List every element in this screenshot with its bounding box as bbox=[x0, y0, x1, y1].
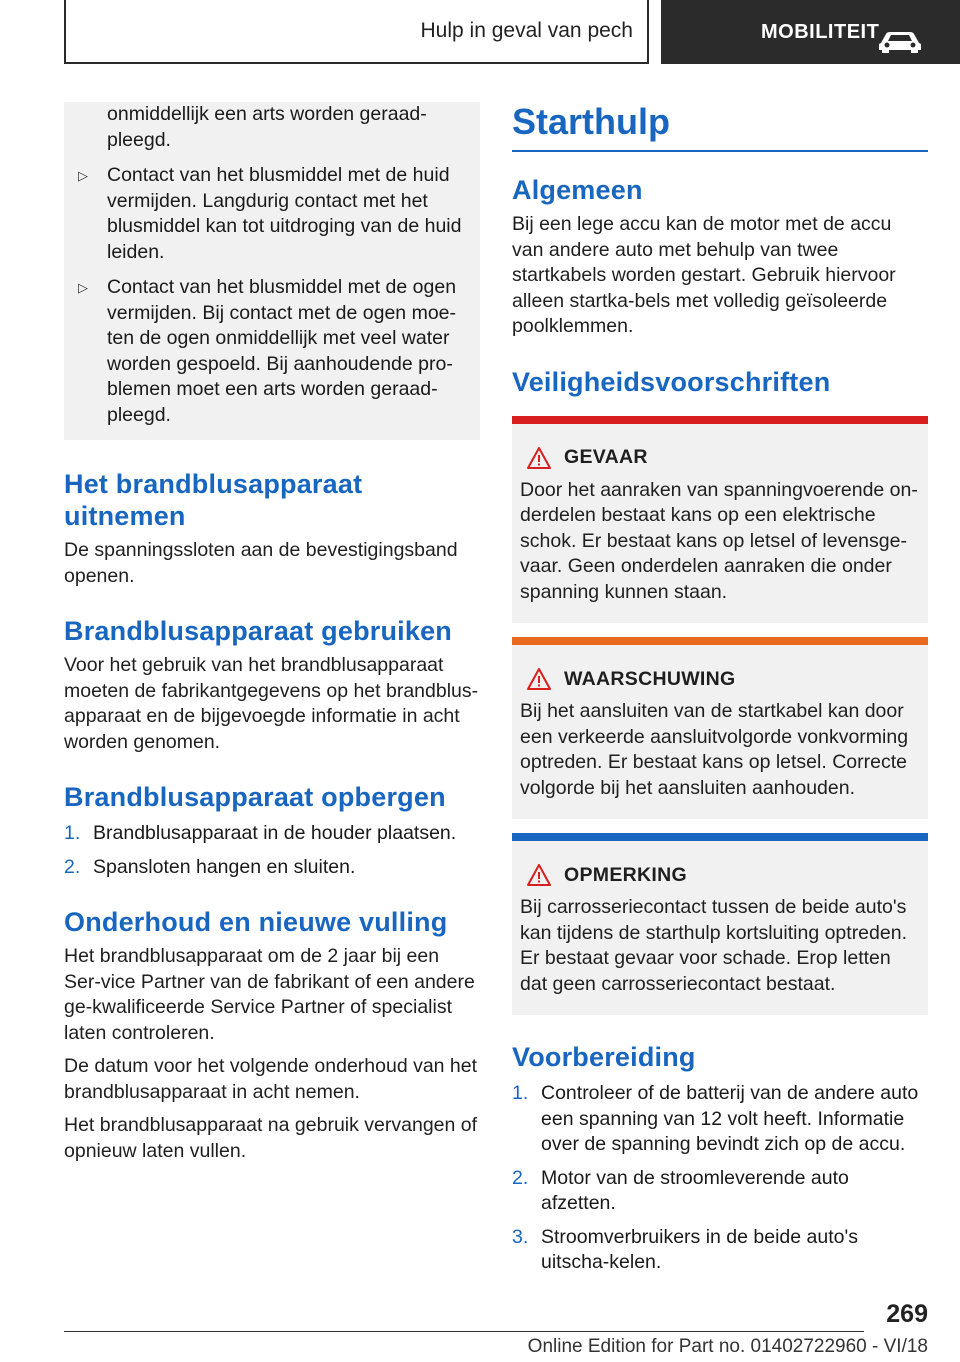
page-title: Starthulp bbox=[512, 101, 670, 142]
danger-box bbox=[512, 416, 928, 624]
paragraph: Het brandblusapparaat om de 2 jaar bij een Ser-vice Partner van de fabrikant of een andere ge-kwalificeerde Service Partner of specialist laten controleren. bbox=[64, 945, 475, 1044]
heading-safety: Veiligheidsvoorschriften bbox=[512, 366, 831, 397]
step-text: Controleer of de batterij van de andere auto een spanning van 12 volt heeft. Informatie over de spanning bevindt zich op de accu. bbox=[541, 1082, 919, 1155]
title-divider bbox=[512, 150, 928, 152]
warning-triangle-icon bbox=[526, 446, 552, 470]
step-number: 2. bbox=[512, 1166, 529, 1189]
box-item bbox=[78, 275, 466, 428]
chapter-title: Hulp in geval van pech bbox=[420, 19, 633, 42]
extinguisher-warning-box bbox=[64, 102, 480, 440]
chapter-tab bbox=[64, 0, 649, 64]
paragraph: Het brandblusapparaat na gebruik vervangen of opnieuw laten vullen. bbox=[64, 1114, 478, 1162]
left-column bbox=[64, 102, 480, 1164]
heading-general: Algemeen bbox=[512, 175, 643, 205]
heading-remove-extinguisher: Het brandblusapparaat uitnemen bbox=[64, 469, 363, 531]
right-column bbox=[512, 102, 928, 1276]
heading-store-extinguisher: Brandblusapparaat opbergen bbox=[64, 782, 446, 812]
heading-preparation: Voorbereiding bbox=[512, 1042, 696, 1072]
step-text: Brandblusapparaat in de houder plaatsen. bbox=[93, 822, 457, 844]
heading-use-extinguisher: Brandblusapparaat gebruiken bbox=[64, 616, 452, 646]
list-item bbox=[512, 1225, 928, 1276]
box-item-text: Contact van het blusmiddel met de ogen vermijden. Bij contact met de ogen moe-ten de ogen onmiddellijk met veel water worden gespoeld. Bij aanhoudende pro-blemen moet een arts worden geraad-pleegd. bbox=[107, 276, 457, 426]
note-title: OPMERKING bbox=[564, 863, 687, 886]
paragraph: De datum voor het volgende onderhoud van het brandblusapparaat in acht nemen. bbox=[64, 1055, 478, 1103]
list-item bbox=[64, 821, 480, 847]
triangle-bullet-icon: ▷ bbox=[78, 280, 88, 295]
danger-title: GEVAAR bbox=[564, 446, 648, 468]
danger-text: Door het aanraken van spanningvoerende on-derdelen bestaat kans op een elektrische schok. Er bestaat kans op letsel of levensge-vaar. Geen onderdelen aanraken die onder spanning kunnen staan. bbox=[520, 478, 918, 603]
note-box bbox=[512, 833, 928, 1015]
step-number: 2. bbox=[64, 855, 81, 878]
section-title: MOBILITEIT bbox=[761, 20, 880, 43]
preparation-steps-list bbox=[512, 1081, 928, 1276]
paragraph: Bij een lege accu kan de motor met de accu van andere auto met behulp van twee startkabels worden gestart. Gebruik hiervoor alleen startka-bels met volledig geïsoleerde poolklemmen. bbox=[512, 213, 896, 337]
triangle-bullet-icon: ▷ bbox=[78, 168, 88, 183]
step-number: 3. bbox=[512, 1225, 529, 1248]
warning-title: WAARSCHUWING bbox=[564, 667, 736, 690]
box-item-text: Contact van het blusmiddel met de huid vermijden. Langdurig contact met het blusmiddel kan tot uitdroging van de huid leiden. bbox=[107, 164, 462, 263]
edition-footer: Online Edition for Part no. 01402722960 - VI/18 bbox=[527, 1336, 928, 1357]
warning-box bbox=[512, 637, 928, 819]
heading-maintenance: Onderhoud en nieuwe vulling bbox=[64, 907, 448, 937]
step-text: Motor van de stroomleverende auto afzetten. bbox=[541, 1166, 849, 1214]
store-steps-list bbox=[64, 821, 480, 880]
list-item bbox=[64, 855, 480, 881]
car-icon bbox=[877, 29, 923, 53]
note-text: Bij carrosseriecontact tussen de beide auto's kan tijdens de starthulp kortsluiting optreden. Er bestaat gevaar voor schade. Erop letten dat geen carrosseriecontact bestaat. bbox=[520, 896, 907, 995]
warning-text: Bij het aansluiten van de startkabel kan door een verkeerde aansluitvolgorde vonkvorming optreden. Er bestaat kans op letsel. Correcte volgorde bij het aansluiten aanhouden. bbox=[520, 700, 909, 799]
box-item bbox=[78, 163, 466, 265]
step-text: Spansloten hangen en sluiten. bbox=[93, 855, 356, 878]
step-number: 1. bbox=[64, 822, 81, 844]
warning-triangle-icon bbox=[526, 667, 552, 691]
page-number: 269 bbox=[886, 1300, 928, 1328]
step-text: Stroomverbruikers in de beide auto's uitscha-kelen. bbox=[541, 1225, 858, 1273]
list-item bbox=[512, 1081, 928, 1158]
step-number: 1. bbox=[512, 1082, 529, 1104]
paragraph: De spanningssloten aan de bevestigingsband openen. bbox=[64, 539, 458, 587]
paragraph: Voor het gebruik van het brandblusapparaat moeten de fabrikantgegevens op het brandblus-apparaat en de bijgevoegde informatie in acht worden genomen. bbox=[64, 654, 479, 753]
warning-triangle-icon bbox=[526, 863, 552, 887]
box-continuation-text: onmiddellijk een arts worden geraad-pleegd. bbox=[107, 103, 427, 151]
list-item bbox=[512, 1166, 928, 1217]
footer-divider bbox=[64, 1331, 864, 1332]
